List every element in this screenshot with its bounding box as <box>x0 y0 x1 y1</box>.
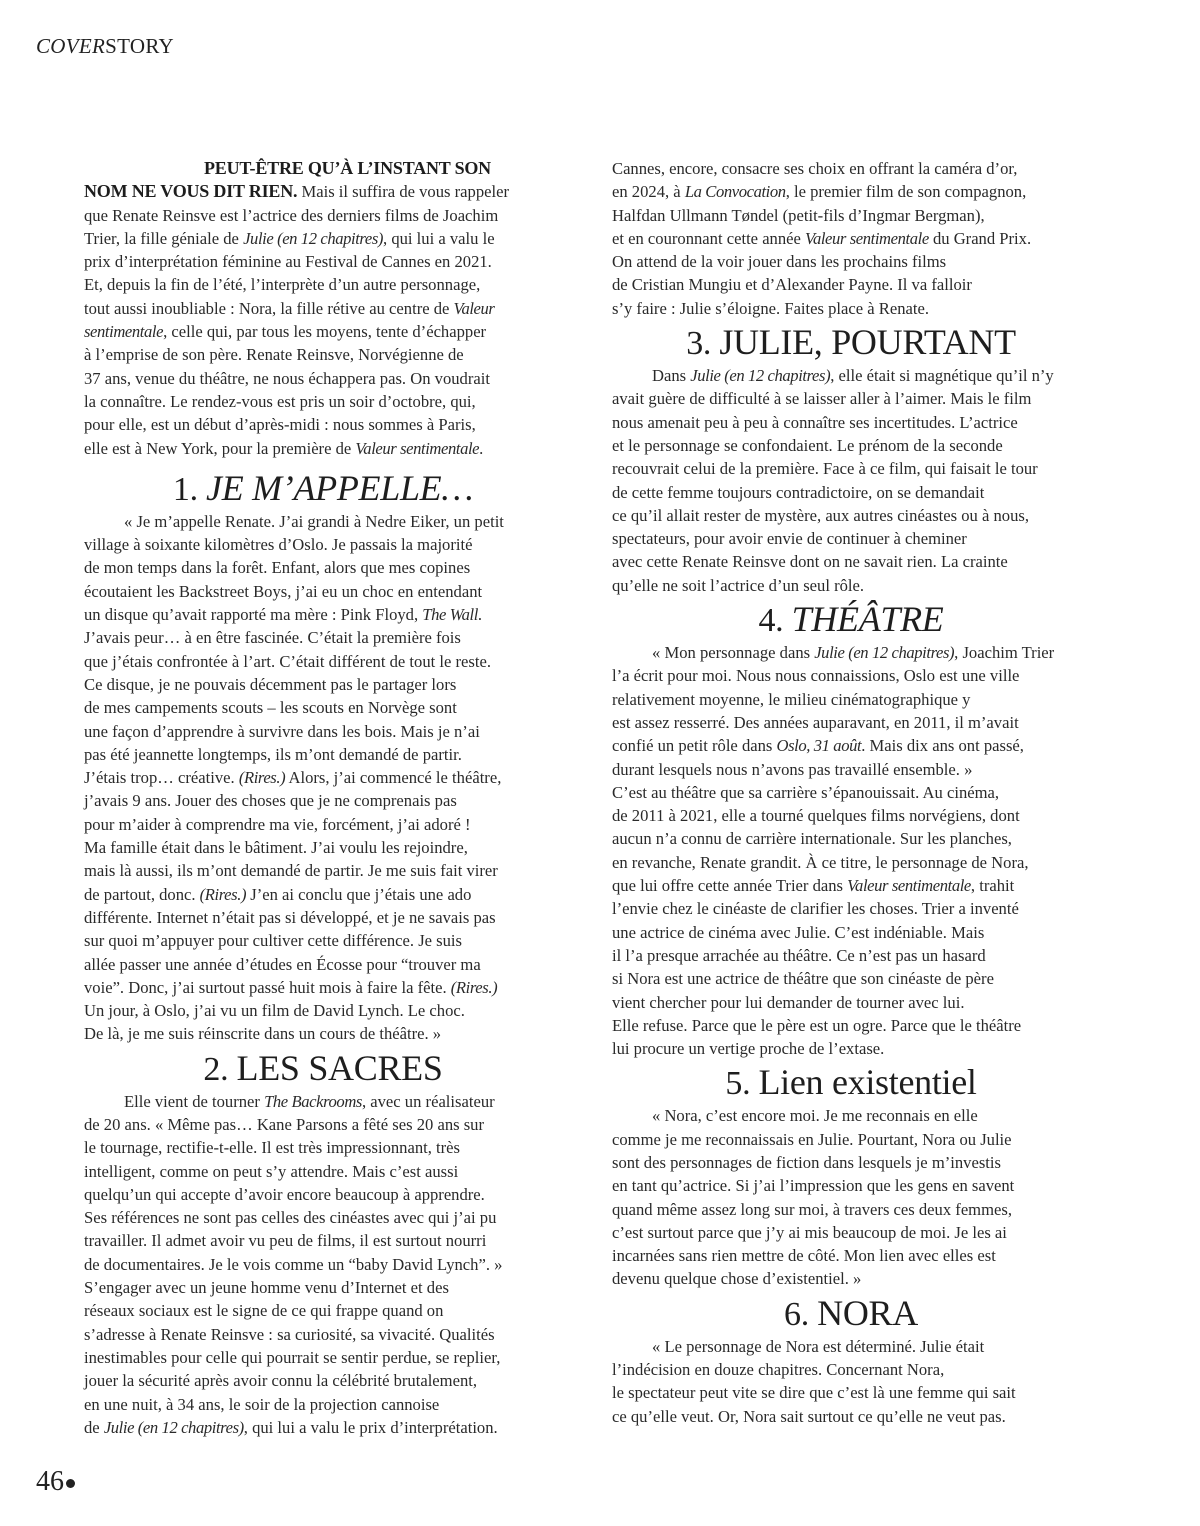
text-run: de <box>84 1417 104 1437</box>
text-run: Elle vient de tourner <box>124 1091 265 1111</box>
text-run: . Mais dix ans ont passé, <box>861 736 1024 756</box>
section-heading <box>612 1291 1090 1335</box>
italic-title: La Convocation <box>684 182 786 202</box>
text-run: et en couronnant cette année <box>612 228 806 248</box>
text-line: en une nuit, à 34 ans, le soir de la projection cannoise <box>84 1394 440 1414</box>
section-title: NORA <box>817 1292 918 1333</box>
text-line: différente. Internet n’était pas si développé, et je ne savais pas <box>84 907 496 927</box>
text-line: Elle refuse. Parce que le père est un ogre. Parce que le théâtre <box>612 1015 1022 1035</box>
text-line: une actrice de cinéma avec Julie. C’est indéniable. Mais <box>612 922 985 942</box>
section-title: JULIE, POURTANT <box>719 322 1016 363</box>
text-line: quand même assez long sur moi, à travers ces deux femmes, <box>612 1199 1012 1219</box>
text-line <box>84 297 562 320</box>
text-line <box>612 180 1090 203</box>
text-line: à l’emprise de son père. Renate Reinsve, Norvégienne de <box>84 345 464 365</box>
section-number: 5. <box>725 1065 759 1103</box>
left-column <box>84 157 562 1439</box>
section-number: 2. <box>203 1050 237 1088</box>
text-line: vient chercher pour lui demander de tourner avec lui. <box>612 992 965 1012</box>
section-heading <box>612 597 1090 641</box>
text-line: qu’elle ne soit l’actrice d’un seul rôle. <box>612 575 865 595</box>
text-line: De là, je me suis réinscrite dans un cours de théâtre. » <box>84 1024 442 1044</box>
text-line: « Je m’appelle Renate. J’ai grandi à Nedre Eiker, un petit <box>124 511 504 531</box>
text-line: le spectateur peut vite se dire que c’est là une femme qui sait <box>612 1383 1016 1403</box>
text-line: 37 ans, venue du théâtre, ne nous échappera pas. On voudrait <box>84 368 490 388</box>
italic-title: The Backrooms <box>264 1091 362 1111</box>
text-run: , Joachim Trier <box>954 643 1055 663</box>
text-line <box>84 320 562 343</box>
text-line: relativement moyenne, le milieu cinématographique y <box>612 689 971 709</box>
italic-title: Valeur sentimentale <box>355 438 480 458</box>
text-run: tout aussi inoubliable : Nora, la fille rétive au centre de <box>84 298 454 318</box>
text-run: confié un petit rôle dans <box>612 736 777 756</box>
rubric-cover: COVER <box>36 34 106 58</box>
section-heading <box>612 1060 1090 1104</box>
text-run: , trahit <box>970 876 1015 896</box>
text-line: s’y faire : Julie s’éloigne. Faites place à Renate. <box>612 298 930 318</box>
text-line <box>612 227 1090 250</box>
text-line: une façon d’apprendre à survivre dans les bois. Mais je n’ai <box>84 721 480 741</box>
section-number: 3. <box>686 325 720 363</box>
italic-title: Julie (en 12 chapitres) <box>243 228 384 248</box>
text-line: durant lesquels nous n’avons pas travaillé ensemble. » <box>612 759 973 779</box>
text-line: On attend de la voir jouer dans les prochains films <box>612 252 947 272</box>
lead-line: PEUT-ÊTRE QU’À L’INSTANT SON <box>204 158 491 178</box>
rubric-story: STORY <box>105 34 174 58</box>
text-line: allée passer une année d’études en Écosse pour “trouver ma <box>84 954 481 974</box>
text-run: , celle qui, par tous les moyens, tente d’échapper <box>163 322 487 342</box>
text-run: en 2024, à <box>612 182 685 202</box>
text-run: J’en ai conclu que j’étais une ado <box>246 884 472 904</box>
text-line <box>612 641 1090 664</box>
page-number <box>36 1466 75 1498</box>
text-line: C’est au théâtre que sa carrière s’épanouissait. Au cinéma, <box>612 782 1000 802</box>
text-run: que lui offre cette année Trier dans <box>612 876 848 896</box>
text-run: un disque qu’avait rapporté ma mère : Pink Floyd, <box>84 605 423 625</box>
section-number: 6. <box>784 1295 818 1333</box>
text-run: . <box>477 605 483 625</box>
text-run: . <box>479 438 484 458</box>
text-line: pour elle, est un début d’après-midi : nous sommes à Paris, <box>84 415 476 435</box>
section-heading <box>84 466 562 510</box>
text-line: Un jour, à Oslo, j’ai vu un film de David Lynch. Le choc. <box>84 1001 465 1021</box>
text-line: pour m’aider à comprendre ma vie, forcément, j’ai adoré ! <box>84 814 471 834</box>
text-run: , qui lui a valu le <box>383 228 495 248</box>
text-line <box>84 437 562 460</box>
text-line: nous amenait peu à peu à connaître ses incertitudes. L’actrice <box>612 412 1018 432</box>
text-run: J’étais trop… créative. <box>84 768 239 788</box>
text-line: Et, depuis la fin de l’été, l’interprète d’un autre personnage, <box>84 275 481 295</box>
text-line: inestimables pour celle qui pourrait se sentir perdue, se replier, <box>84 1347 501 1367</box>
text-line: incarnées sans rien mettre de côté. Mon lien avec elles est <box>612 1246 996 1266</box>
text-line: travailler. Il admet avoir vu peu de films, il est surtout nourri <box>84 1231 487 1251</box>
text-line: Ce disque, je ne pouvais décemment pas le partager lors <box>84 674 457 694</box>
italic-title: (Rires.) <box>450 977 498 997</box>
text-run: Mais il suffira de vous rappeler <box>297 182 509 202</box>
text-line: ce qu’il allait rester de mystère, aux autres cinéastes ou à nous, <box>612 505 1029 525</box>
text-line: devenu quelque chose d’existentiel. » <box>612 1269 862 1289</box>
text-line: de mon temps dans la forêt. Enfant, alors que mes copines <box>84 558 471 578</box>
text-line: écoutaient les Backstreet Boys, j’ai eu un choc en entendant <box>84 581 483 601</box>
text-line <box>84 766 562 789</box>
text-run: de partout, donc. <box>84 884 200 904</box>
text-line: Cannes, encore, consacre ses choix en offrant la caméra d’or, <box>612 159 1018 178</box>
text-line: le tournage, rectifie-t-elle. Il est très impressionnant, très <box>84 1138 460 1158</box>
section-title: JE M’APPELLE… <box>206 467 474 508</box>
text-run: Dans <box>652 366 691 386</box>
text-run: , qui lui a valu le prix d’interprétation. <box>243 1417 498 1437</box>
text-line: J’avais peur… à en être fascinée. C’était la première fois <box>84 628 461 648</box>
text-line: Ma famille était dans le bâtiment. J’ai voulu les rejoindre, <box>84 838 468 858</box>
text-line: de documentaires. Je le vois comme un “baby David Lynch”. » <box>84 1254 503 1274</box>
text-line: avait guère de difficulté à se laisser aller à l’aimer. Mais le film <box>612 389 1032 409</box>
text-run: du Grand Prix. <box>928 228 1032 248</box>
text-line <box>612 734 1090 757</box>
text-line <box>84 180 562 203</box>
section-number: 4. <box>758 602 792 640</box>
text-line: c’est surtout parce que j’y ai mis beaucoup de moi. Je les ai <box>612 1222 1007 1242</box>
text-run: « Mon personnage dans <box>652 643 815 663</box>
text-line: de mes campements scouts – les scouts en Norvège sont <box>84 698 457 718</box>
text-line: sont des personnages de fiction dans lesquels je m’investis <box>612 1152 1001 1172</box>
italic-title: (Rires.) <box>199 884 247 904</box>
text-line <box>84 1090 562 1113</box>
italic-title: Valeur sentimentale <box>805 228 929 248</box>
text-line <box>84 227 562 250</box>
text-line: intelligent, comme on peut s’y attendre. Mais c’est aussi <box>84 1161 459 1181</box>
text-line: lui procure un vertige proche de l’extase. <box>612 1039 885 1059</box>
text-line: Halfdan Ullmann Tøndel (petit-fils d’Ingmar Bergman), <box>612 205 985 225</box>
text-line: mais là aussi, ils m’ont demandé de partir. Je me suis fait virer <box>84 861 498 881</box>
text-run: , elle était si magnétique qu’il n’y <box>830 366 1054 386</box>
text-line: village à soixante kilomètres d’Oslo. Je passais la majorité <box>84 535 473 555</box>
italic-title: Oslo, 31 août <box>776 736 862 756</box>
text-line <box>84 1416 562 1439</box>
text-line: comme je me reconnaissais en Julie. Pourtant, Nora ou Julie <box>612 1129 1012 1149</box>
text-line: s’adresse à Renate Reinsve : sa curiosité, sa vivacité. Qualités <box>84 1324 495 1344</box>
text-line: prix d’interprétation féminine au Festival de Cannes en 2021. <box>84 252 492 272</box>
text-line <box>612 364 1090 387</box>
text-line: recouvrait celui de la première. Face à ce film, qui faisait le tour <box>612 459 1038 479</box>
page-number-text: 46 <box>36 1466 64 1497</box>
text-run: , avec un réalisateur <box>361 1091 495 1111</box>
text-line: pas été jeannette longtemps, ils m’ont demandé de partir. <box>84 744 462 764</box>
text-line <box>612 874 1090 897</box>
text-line: ce qu’elle veut. Or, Nora sait surtout ce qu’elle ne veut pas. <box>612 1406 1006 1426</box>
lead-line: NOM NE VOUS DIT RIEN. <box>84 181 298 202</box>
text-run: Alors, j’ai commencé le théâtre, <box>285 768 502 788</box>
section-title: THÉÂTRE <box>791 599 944 640</box>
text-line: de cette femme toujours contradictoire, on se demandait <box>612 482 985 502</box>
text-line: l’indécision en douze chapitres. Concernant Nora, <box>612 1360 945 1380</box>
italic-title: Julie (en 12 chapitres) <box>103 1417 244 1437</box>
text-run: , le premier film de son compagnon, <box>785 182 1027 202</box>
italic-title: Valeur <box>453 298 495 318</box>
text-line: j’avais 9 ans. Jouer des choses que je ne comprenais pas <box>84 791 457 811</box>
text-line: en revanche, Renate grandit. À ce titre, le personnage de Nora, <box>612 852 1029 872</box>
text-line: « Le personnage de Nora est déterminé. Julie était <box>652 1336 985 1356</box>
text-line: Ses références ne sont pas celles des cinéastes avec qui j’ai pu <box>84 1208 497 1228</box>
text-line: quelqu’un qui accepte d’avoir encore beaucoup à apprendre. <box>84 1184 485 1204</box>
text-line: avec cette Renate Reinsve dont on ne savait rien. La crainte <box>612 552 1008 572</box>
text-line: aucun n’a connu de carrière internationale. Sur les planches, <box>612 829 1012 849</box>
italic-title: Julie (en 12 chapitres) <box>690 366 831 386</box>
italic-title: The Wall <box>422 605 478 625</box>
text-line: que Renate Reinsve est l’actrice des derniers films de Joachim <box>84 205 499 225</box>
italic-title: Valeur sentimentale <box>847 876 971 896</box>
section-heading <box>84 1046 562 1090</box>
text-line: il l’a presque arrachée au théâtre. Ce n’est pas un hasard <box>612 945 986 965</box>
text-line: de 2011 à 2021, elle a tourné quelques films norvégiens, dont <box>612 806 1020 826</box>
text-line: en tant qu’actrice. Si j’ai l’impression que les gens en savent <box>612 1176 1015 1196</box>
section-number: 1. <box>172 470 207 508</box>
text-line: jouer la sécurité après avoir connu la célébrité brutalement, <box>84 1371 477 1391</box>
text-line: « Nora, c’est encore moi. Je me reconnais en elle <box>652 1106 978 1126</box>
text-line <box>84 883 562 906</box>
text-line <box>84 603 562 626</box>
text-run: elle est à New York, pour la première de <box>84 438 356 458</box>
italic-title: sentimentale <box>84 322 164 342</box>
text-line: la connaître. Le rendez-vous est pris un soir d’octobre, qui, <box>84 391 476 411</box>
text-line: sur quoi m’appuyer pour cultiver cette différence. Je suis <box>84 931 462 951</box>
text-line: l’envie chez le cinéaste de clarifier les choses. Trier a inventé <box>612 899 1019 919</box>
text-line: est assez resserré. Des années auparavant, en 2011, il m’avait <box>612 712 1019 732</box>
right-column <box>612 157 1090 1428</box>
text-line: si Nora est une actrice de théâtre que son cinéaste de père <box>612 969 994 989</box>
section-title: Lien existentiel <box>758 1062 977 1103</box>
text-line: de Cristian Mungiu et d’Alexander Payne. Il va falloir <box>612 275 972 295</box>
text-line: réseaux sociaux est le signe de ce qui frappe quand on <box>84 1301 444 1321</box>
text-line <box>84 976 562 999</box>
text-line: S’engager avec un jeune homme venu d’Internet et des <box>84 1278 449 1298</box>
text-line: spectateurs, pour avoir envie de continuer à cheminer <box>612 529 967 549</box>
italic-title: Julie (en 12 chapitres) <box>814 643 955 663</box>
text-line: et le personnage se confondaient. Le prénom de la seconde <box>612 435 1003 455</box>
bullet-dot-icon <box>66 1479 75 1488</box>
section-rubric <box>36 34 174 59</box>
text-run: voie”. Donc, j’ai surtout passé huit mois à faire la fête. <box>84 977 451 997</box>
text-line: l’a écrit pour moi. Nous nous connaissions, Oslo est une ville <box>612 666 1020 686</box>
text-run: Trier, la fille géniale de <box>84 228 244 248</box>
text-line: de 20 ans. « Même pas… Kane Parsons a fêté ses 20 ans sur <box>84 1114 485 1134</box>
italic-title: (Rires.) <box>238 768 286 788</box>
section-title: LES SACRES <box>236 1047 443 1088</box>
text-line: que j’étais confrontée à l’art. C’était différent de tout le reste. <box>84 651 491 671</box>
section-heading <box>612 320 1090 364</box>
